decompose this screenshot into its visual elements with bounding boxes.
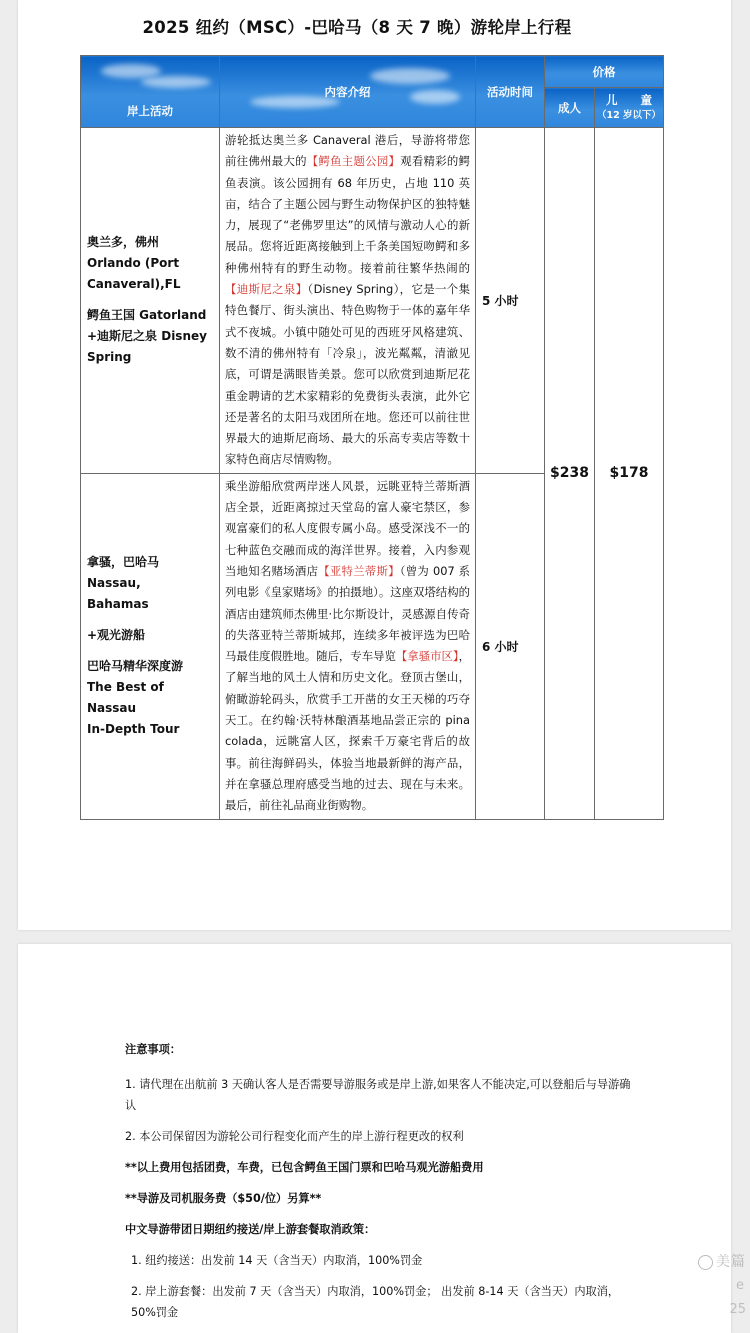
row1-activity-cell: 奥兰多，佛州 Orlando (Port Canaveral),FL 鳄鱼王国 Gatorland +迪斯尼之泉 Disney Spring xyxy=(81,128,220,474)
fee-included-note: **以上费用包括团费，车费，已包含鳄鱼王国门票和巴哈马观光游船费用 xyxy=(125,1161,484,1174)
row2-duration: 6 小时 xyxy=(476,473,545,819)
guide-fee-note: **导游及司机服务费（$50/位）另算** xyxy=(125,1192,322,1205)
cancel-policy-1: 1. 纽约接送：出发前 14 天（含当天）内取消，100%罚金 xyxy=(131,1254,423,1267)
row2-activity-cell: 拿骚，巴哈马 Nassau, Bahamas +观光游船 巴哈马精华深度游 The Best of Nassau In-Depth Tour xyxy=(81,473,220,819)
note-item-1: 1. 请代理在出航前 3 天确认客人是否需要导游服务或是岸上游,如果客人不能决定,可以登船后与导游确认 xyxy=(125,1078,631,1112)
header-child: 儿 童 （12 岁以下） xyxy=(595,88,664,128)
note-item-2: 2. 本公司保留因为游轮公司行程变化而产生的岸上游行程更改的权利 xyxy=(125,1130,464,1143)
document-title: 2025 纽约（MSC）-巴哈马（8 天 7 晚）游轮岸上行程 xyxy=(142,18,572,37)
adult-price: $238 xyxy=(545,128,595,820)
row2-description: 乘坐游船欣赏两岸迷人风景，远眺亚特兰蒂斯酒店全景，近距离掠过天堂岛的富人豪宅禁区，参观富豪们的私人度假专属小岛。感受深浅不一的七种蓝色交融而成的海洋世界。接着，入内参观当地知名赌场酒店【亚特兰蒂斯】（曾为 007 系列电影《皇家赌场》的拍摄地）。这座双塔结构的酒店由建筑师杰佛里·比尔斯设计，灵感源自传奇的失落亚特兰蒂斯城邦，连续多年被评选为巴哈马最佳度假胜地。随后，专车导览【拿骚市区】，了解当地的风土人情和历史文化。登顶古堡山，俯瞰游轮码头，欣赏手工开凿的女王天梯的巧夺天工。在约翰·沃特林酿酒基地品尝正宗的 pina colada，远眺富人区，探索千万豪宅背后的故事。前往海鲜码头，体验当地最新鲜的海产品，并在拿骚总理府感受当地的过去、现在与未来。最后，前往礼品商业街购物。 xyxy=(220,473,476,819)
row1-duration: 5 小时 xyxy=(476,128,545,474)
header-content: 内容介绍 xyxy=(220,56,476,128)
notes-section xyxy=(125,1039,635,1323)
table-row xyxy=(81,128,664,474)
watermark-logo-icon xyxy=(698,1255,713,1270)
cancel-policy-heading: 中文导游带团日期纽约接送/岸上游套餐取消政策： xyxy=(125,1223,376,1236)
watermark: 美篇 xyxy=(698,1251,746,1271)
cancel-policy-2: 2. 岸上游套餐：出发前 7 天（含当天）内取消，100%罚金； 出发前 8-14 天（含当天）内取消，50%罚金 xyxy=(131,1285,620,1319)
row1-description: 游轮抵达奥兰多 Canaveral 港后，导游将带您前往佛州最大的【鳄鱼主题公园】观看精彩的鳄鱼表演。该公园拥有 68 年历史，占地 110 英亩，结合了主题公园与野生动物保护区的独特魅力，展现了“老佛罗里达”的风情与激动人心的新展品。您将近距离接触到上千条美国短吻鳄和多种佛州特有的野生动物。接着前往繁华热闹的【迪斯尼之泉】（Disney Spring），它是一个集特色餐厅、街头演出、特色购物于一体的嘉年华式不夜城。小镇中随处可见的西班牙风格建筑、数不清的佛州特有「冷泉」，波光粼粼，清澈见底，可谓是满眼皆美景。您可以欣赏到迪斯尼花重金聘请的艺术家精彩的免费街头表演，此外它还是著名的太阳马戏团所在地。您还可以前往世界最大的迪斯尼商场、最大的乐高专卖店等数十家特色商店尽情购物。 xyxy=(220,128,476,474)
watermark-fragment: 25 xyxy=(729,1302,746,1317)
child-price: $178 xyxy=(595,128,664,820)
header-activity: 岸上活动 xyxy=(81,56,220,128)
itinerary-table xyxy=(80,55,664,820)
document-page-2 xyxy=(18,944,731,1333)
watermark-fragment: e xyxy=(736,1278,744,1293)
header-duration: 活动时间 xyxy=(476,56,545,128)
notes-heading: 注意事项： xyxy=(125,1043,181,1056)
header-price: 价格 xyxy=(545,56,664,88)
header-adult: 成人 xyxy=(545,88,595,128)
